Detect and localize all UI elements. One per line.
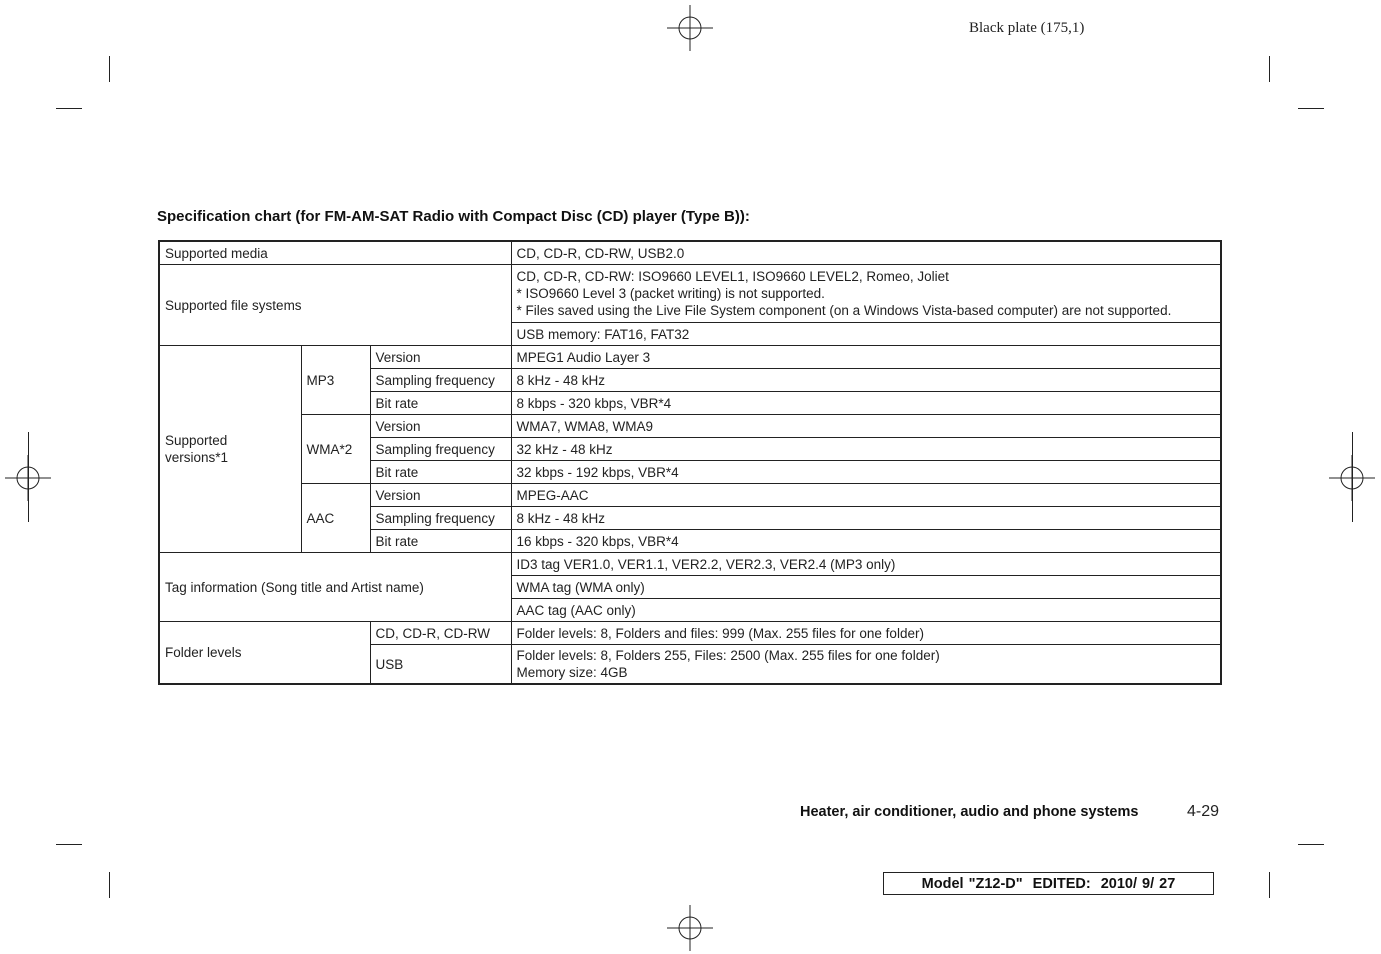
page-title: Specification chart (for FM-AM-SAT Radio with Compact Disc (CD) player (Type B)): [157, 208, 750, 225]
table-cell: ID3 tag VER1.0, VER1.1, VER2.2, VER2.3, VER2.4 (MP3 only) [511, 553, 1221, 576]
crop-mark [1269, 872, 1270, 898]
table-cell: Bit rate [370, 530, 511, 553]
table-cell: Sampling frequency [370, 438, 511, 461]
spec-table [158, 240, 1222, 685]
table-cell: 32 kHz - 48 kHz [511, 438, 1221, 461]
model-edited-box: Model "Z12-D" EDITED: 2010/ 9/ 27 [883, 872, 1214, 895]
table-cell [159, 346, 301, 553]
crop-mark [109, 872, 110, 898]
table-row [159, 553, 1221, 576]
table-cell: WMA tag (WMA only) [511, 576, 1221, 599]
table-cell: Sampling frequency [370, 507, 511, 530]
table-cell: 8 kbps - 320 kbps, VBR*4 [511, 392, 1221, 415]
table-cell: MPEG1 Audio Layer 3 [511, 346, 1221, 369]
crop-mark [109, 56, 110, 82]
table-cell: Folder levels: 8, Folders and files: 999 (Max. 255 files for one folder) [511, 622, 1221, 645]
table-cell: Bit rate [370, 392, 511, 415]
table-cell: 32 kbps - 192 kbps, VBR*4 [511, 461, 1221, 484]
table-row [159, 622, 1221, 645]
crop-mark [1269, 56, 1270, 82]
cell-line: Memory size: 4GB [516, 665, 628, 680]
crop-mark [56, 844, 82, 845]
cell-line: * Files saved using the Live File System component (on a Windows Vista-based computer) are not supported. [516, 303, 1172, 318]
table-cell: MPEG-AAC [511, 484, 1221, 507]
table-row [159, 241, 1221, 265]
table-cell: CD, CD-R, CD-RW, USB2.0 [511, 241, 1221, 265]
table-cell: Version [370, 346, 511, 369]
table-cell: AAC [301, 484, 370, 553]
table-cell: Version [370, 415, 511, 438]
table-cell: CD, CD-R, CD-RW [370, 622, 511, 645]
crop-mark [1352, 432, 1353, 522]
table-cell: Version [370, 484, 511, 507]
cell-line: CD, CD-R, CD-RW: ISO9660 LEVEL1, ISO9660 LEVEL2, Romeo, Joliet [516, 269, 949, 284]
crop-mark [56, 108, 82, 109]
plate-label: Black plate (175,1) [969, 20, 1085, 36]
table-cell: Supported file systems [159, 265, 511, 346]
table-cell: WMA7, WMA8, WMA9 [511, 415, 1221, 438]
table-cell: MP3 [301, 346, 370, 415]
page-number: 4-29 [1187, 803, 1220, 820]
section-title: Heater, air conditioner, audio and phone systems [800, 804, 1139, 820]
registration-mark-icon [667, 905, 713, 951]
table-cell: AAC tag (AAC only) [511, 599, 1221, 622]
table-cell: Sampling frequency [370, 369, 511, 392]
table-cell: USB memory: FAT16, FAT32 [511, 323, 1221, 346]
table-cell: 8 kHz - 48 kHz [511, 507, 1221, 530]
registration-mark-icon [667, 5, 713, 51]
table-cell: WMA*2 [301, 415, 370, 484]
table-row [159, 346, 1221, 369]
crop-mark [1298, 844, 1324, 845]
cell-line: * ISO9660 Level 3 (packet writing) is not supported. [516, 286, 825, 301]
table-row [159, 484, 1221, 507]
table-row [159, 415, 1221, 438]
table-cell: USB [370, 645, 511, 685]
table-cell [511, 265, 1221, 323]
cell-line: Supported [165, 433, 228, 448]
cell-line: Folder levels: 8, Folders 255, Files: 2500 (Max. 255 files for one folder) [516, 648, 940, 663]
table-row [159, 265, 1221, 323]
crop-mark [28, 432, 29, 522]
table-cell: 16 kbps - 320 kbps, VBR*4 [511, 530, 1221, 553]
table-cell: Supported media [159, 241, 511, 265]
table-cell: Folder levels [159, 622, 370, 685]
table-cell: Bit rate [370, 461, 511, 484]
table-cell [511, 645, 1221, 685]
table-cell: Tag information (Song title and Artist name) [159, 553, 511, 622]
crop-mark [1298, 108, 1324, 109]
table-cell: 8 kHz - 48 kHz [511, 369, 1221, 392]
cell-line: versions*1 [165, 450, 229, 465]
